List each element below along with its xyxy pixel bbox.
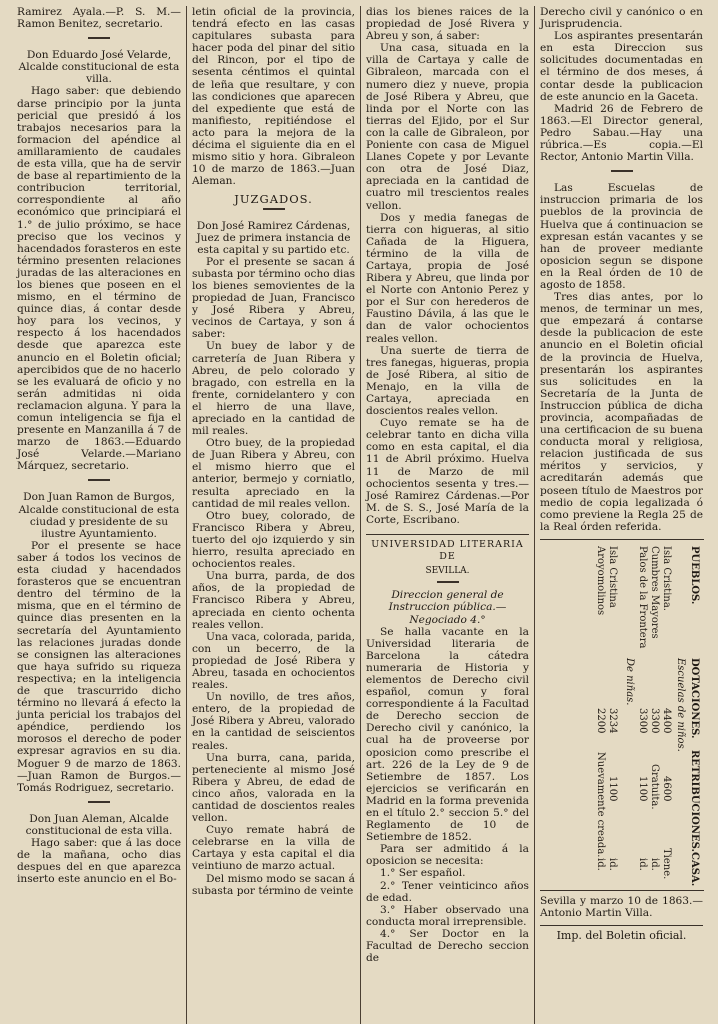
table-cell-dotacion: 3300	[637, 707, 648, 734]
section-divider	[263, 208, 285, 212]
table-header-dotaciones: DOTACIONES.	[689, 657, 700, 739]
printer-imprint: Imp. del Boletin oficial.	[540, 925, 703, 942]
table-cell-retribucion: Nuevamente creada.	[595, 751, 606, 858]
notice-header: Don José Ramirez Cárdenas, Juez de primera instancia de esta capital y su partido etc.	[196, 219, 351, 256]
notice-item: Tres dias antes, por lo menos, de terminar un mes, que empezará á contarse desde la publicacion de este anuncio en el Boletin oficial de la provincia de Huelva, presentarán los aspirantes sus solicitudes en la Secretaría de la Junta de Instruccion pública de dicha provincia, acompañadas de una certificacion de su buena conducta moral y religiosa, relacion justificada de sus méritos y servicios, y acreditarán además que poseen título de Maestros por medio de copia legalizada ó como previene la Regla 25 de la Real órden referida.	[540, 291, 703, 533]
notice-body: Hago saber: que debiendo darse principio por la junta pericial que presidó á los trabajos necesarios para la formacion del apéndice al amillaramiento de caudales de esta villa, que ha de servir de base al repartimiento de la contribucion territorial, correspondiente al año económico que principiará el 1.° de julio próximo, se hace preciso que los vecinos y hacendados forasteros en este término presenten relaciones juradas de las alteraciones en los bienes que poseen en el mismo, en el término de quince dias, á contar desde hoy para los vecinos, y respecto á los hacendados desde que aparezca este anuncio en el Boletin oficial; apercibidos que de no hacerlo se les evaluará de oficio y no serán admitidas ni oida reclamacion alguna. Y para la comun inteligencia se fija el presente en Manzanilla á 7 de marzo de 1863.—Eduardo José Velarde.—Mariano Márquez, secretario.	[17, 85, 181, 473]
notice-item: Madrid 26 de Febrero de 1863.—El Director general, Pedro Sabau.—Hay una rúbrica.—Es copia.—El Rector, Antonio Martin Villa.	[540, 102, 703, 164]
notice-item: 3.° Haber observado una conducta moral irreprensible.	[366, 903, 529, 928]
section-rule	[366, 534, 529, 535]
table-header-pueblos: PUEBLOS.	[689, 545, 700, 605]
table-cell-pueblo: Isla Cristina.	[661, 545, 672, 611]
notice-item: Para ser admitido á la oposicion se necesita:	[366, 843, 529, 868]
notice-body: dias los bienes raices de la propiedad de José Rivera y Abreu y son, á saber:	[366, 6, 529, 43]
notice-item: 4.° Ser Doctor en la Facultad de Derecho seccion de	[366, 927, 529, 965]
column-2	[186, 6, 360, 1024]
table-cell-pueblo: Cumbres Mayores	[649, 545, 660, 639]
notice-item: Un buey de labor y de carretería de Juan Ribera y Abreu, de pelo colorado y bragado, con estrella en la frente, cornidelantero y con el hierro de una llave, apreciado en la cantidad de mil reales.	[192, 340, 355, 438]
notice-item: 2.° Tener veinticinco años de edad.	[366, 879, 529, 904]
section-heading: JUZGADOS.	[234, 192, 313, 207]
notice-body: Derecho civil y canónico o en Jurisprudencia.	[540, 6, 703, 31]
section-divider	[611, 170, 633, 174]
notice-item: Cuyo remate se ha de celebrar tanto en dicha villa como en esta capital, el dia 11 de Abril próximo. Huelva 11 de Marzo de mil ochocientos sesenta y tres.—José Ramirez Cárdenas.—Por M. de S. S., José María de la Corte, Escribano.	[366, 417, 529, 526]
notice-header: Don Juan Ramon de Burgos, Alcalde constitucional de esta ciudad y presidente de su ilustre Ayuntamiento.	[18, 491, 180, 540]
notice-body: Por el presente se sacan á subasta por término ocho dias los bienes semovientes de la propiedad de Juan, Francisco y José Ribera y Abreu, vecinos de Cartaya, y son á saber:	[192, 255, 355, 341]
notice-item: 1.° Ser español.	[380, 867, 466, 880]
section-heading: UNIVERSIDAD LITERARIA DE	[371, 539, 524, 563]
notice-item: Los aspirantes presentarán en esta Direccion sus solicitudes documentadas en el término de dos meses, á contar desde la publicacion de este anuncio en la Gaceta.	[540, 30, 703, 103]
table-header-casa: CASA.	[689, 851, 700, 887]
section-subheading: SEVILLA.	[425, 566, 470, 577]
table-cell-casa: id.	[607, 857, 618, 871]
notice-item: Una burra, parda, de dos años, de la propiedad de Francisco Ribera y Abreu, apreciada en ciento ochenta reales vellon.	[192, 570, 355, 631]
table-cell-casa: Tiene.	[661, 847, 672, 880]
notice-body: letin oficial de la provincia, tendrá efecto en las casas capitulares subasta para hacer poda del pinar del sitio del Rincon, por el tipo de sesenta céntimos el quintal de leña que resultare, y con las condiciones que aparecen del expediente que está de manifiesto, repitiéndose el acto para la mejora de la décima el siguiente dia en el mismo sitio y hora. Gibraleon 10 de marzo de 1863.—Juan Aleman.	[192, 6, 355, 188]
notice-item: Una casa, situada en la villa de Cartaya y calle de Gibraleon, marcada con el numero diez y nueve, propia de José Ribera y Abreu, que linda por el Norte con las tierras del Ejido, por el Sur con la calle de Gibraleon, por Poniente con casa de Miguel Llanes Copete y por Levante con otra de José Diaz, apreciada en la cantidad de cuatro mil trescientos reales vellon.	[366, 42, 529, 212]
notice-body: Las Escuelas de instruccion primaria de los pueblos de la provincia de Huelva que á continuacion se expresan están vacantes y se han de proveer mediante oposicion segun se dispone en la Real órden de 10 de agosto de 1858.	[540, 182, 703, 291]
table-cell-casa: id.	[637, 857, 648, 871]
table-cell-pueblo: Palos de la Frontera	[637, 545, 648, 649]
table-cell-casa: id.	[649, 857, 660, 871]
notice-header: Direccion general de Instruccion pública.—Negociado 4.°	[388, 589, 507, 626]
notice-item: Dos y media fanegas de tierra con higueras, al sitio Cañada de la Higuera, término de la villa de Cartaya, propia de José Ribera y Abreu, que linda por el Norte con Antonio Perez y por el Sur con herederos de Faustino Dávila, á las que le dan de valor ochocientos reales vellon.	[366, 211, 529, 345]
notice-item: Una suerte de tierra de tres fanegas, higueras, propia de José Ribera, al sitio de Menajo, en la villa de Cartaya, apreciada en doscientos reales vellon.	[366, 344, 529, 418]
signature-line: Ramirez Ayala.—P. S. M.—Ramon Benitez, secretario.	[17, 6, 181, 31]
notice-body: Por el presente se hace saber á todos los vecinos de esta ciudad y hacendados forasteros que se encuentran dentro del término de la misma, que en el término de quince dias presenten en la secretaría del Ayuntamiento las relaciones juradas donde se consignen las alteraciones que haya sufrido su riqueza respectiva; en la inteligencia de que trascurrido dicho término no llevará á efecto la junta pericial los trabajos del apéndice, perdiendo los morosos el derecho de poder expresar agravios en su dia. Moguer 9 de marzo de 1863.—Juan Ramon de Burgos.—Tomás Rodriguez, secretario.	[17, 539, 181, 794]
notice-header: Don Eduardo José Velarde, Alcalde constitucional de esta villa.	[18, 49, 180, 86]
notice-item: Otro buey, colorado, de Francisco Ribera y Abreu, tuerto del ojo izquierdo y sin hierro, resulta apreciado en ochocientos reales.	[192, 509, 355, 571]
table-cell-casa: id.	[595, 857, 606, 871]
table-header-retribuciones: RETRIBUCIONES.	[689, 749, 700, 852]
notice-item: Del mismo modo se sacan á subasta por término de veinte	[192, 872, 355, 897]
schools-table	[540, 539, 704, 891]
section-divider	[88, 37, 110, 41]
table-cell-pueblo: Aroyomolinos	[595, 545, 606, 616]
section-divider	[88, 801, 110, 805]
table-cell-retribucion: 1100	[637, 775, 648, 802]
section-divider	[88, 479, 110, 483]
table-cell-dotacion: 3300	[649, 707, 660, 734]
section-divider	[437, 581, 459, 585]
notice-body: Hago saber: que á las doce de la mañana, ocho dias despues del en que aparezca inserto este anuncio en el Bo-	[17, 837, 181, 886]
notice-item: Cuyo remate habrá de celebrarse en la villa de Cartaya y esta capital el dia veintiuno de marzo actual.	[192, 824, 355, 873]
table-cell-retribucion: Gratuita.	[649, 763, 660, 810]
table-cell-retribucion: 4600	[661, 775, 672, 802]
column-1	[12, 6, 186, 1024]
notice-item: Una vaca, colorada, parida, con un becerro, de la propiedad de José Ribera y Abreu, tasada en ochocientos reales.	[192, 630, 355, 692]
notice-header: Don Juan Aleman, Alcalde constitucional de esta villa.	[25, 812, 173, 837]
column-3	[360, 6, 534, 1024]
notice-body: Se halla vacante en la Universidad literaria de Barcelona la cátedra numeraria de Historia y elementos de Derecho civil español, comun y foral correspondiente á la Facultad de Derecho seccion de Derecho civil y canónico, la cual ha de proveerse por oposicion como prescribe el art. 226 de la Ley de 9 de Setiembre de 1857. Los ejercicios se verificarán en Madrid en la forma prevenida en el título 2.° seccion 5.° del Reglamento de 10 de Setiembre de 1852.	[366, 625, 529, 844]
table-cell-dotacion: 3234	[607, 707, 618, 734]
signature-line: Sevilla y marzo 10 de 1863.—Antonio Martin Villa.	[540, 894, 703, 920]
table-cell-pueblo: Isla Cristina	[607, 545, 618, 608]
table-section-ninos: Escuelas de niños.	[675, 657, 686, 752]
notice-item: Una burra, cana, parida, perteneciente al mismo José Ribera y Abreu, de edad de cinco años, valorada en la cantidad de doscientos reales vellon.	[192, 751, 355, 825]
column-4	[534, 6, 708, 1024]
table-section-ninas: De niñas.	[624, 657, 635, 706]
table-cell-dotacion: 2200	[595, 707, 606, 734]
notice-item: Otro buey, de la propiedad de Juan Ribera y Abreu, con el mismo hierro que el anterior, bermejo y corniatlo, resulta apreciado en la cantidad de mil reales vellon.	[192, 437, 355, 510]
table-cell-dotacion: 4400	[661, 707, 672, 734]
notice-item: Un novillo, de tres años, entero, de la propiedad de José Ribera y Abreu, valorado en la cantidad de seiscientos reales.	[192, 691, 355, 752]
table-cell-retribucion: 1100	[607, 775, 618, 802]
